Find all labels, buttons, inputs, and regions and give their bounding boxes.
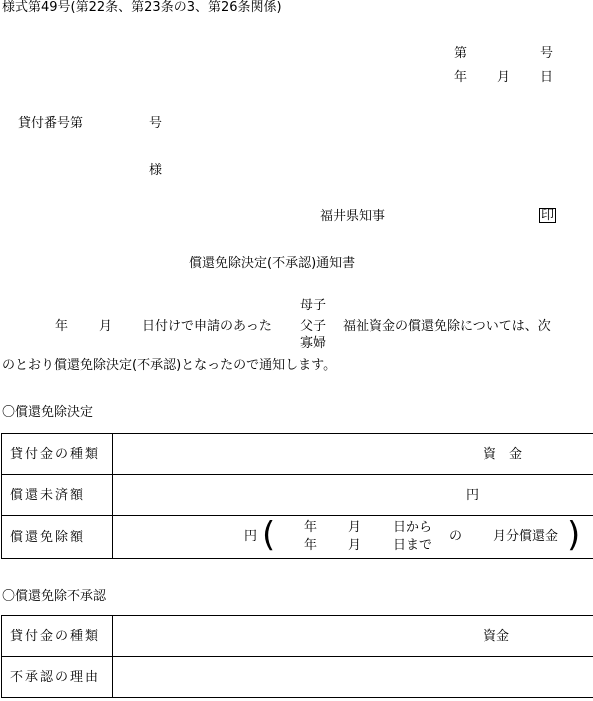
issuer-title: 福井県知事 xyxy=(320,209,386,224)
table-row xyxy=(2,475,593,516)
loan-number-suffix: 号 xyxy=(149,116,163,131)
open-paren-icon: ( xyxy=(262,515,276,555)
table-row xyxy=(2,434,593,475)
seal-text: 印 xyxy=(541,208,555,223)
table-row xyxy=(2,516,593,559)
exemption-decision-table xyxy=(1,433,593,559)
outstanding-value: 円 xyxy=(466,487,480,503)
addressee-sama: 様 xyxy=(149,163,163,178)
exempt-label: 償還免除額 xyxy=(2,516,113,559)
loan-type-value: 資 金 xyxy=(483,446,523,462)
period-start-year: 年 xyxy=(304,520,318,535)
loan-number-prefix: 貸付番号第 xyxy=(18,116,84,131)
period-end-day: 日まで xyxy=(393,538,433,553)
exemption-rejection-table xyxy=(1,615,593,698)
table-row xyxy=(2,616,593,657)
section1-heading: 〇償還免除決定 xyxy=(2,405,94,420)
date-day: 日 xyxy=(540,70,554,85)
body-dated-applied: 日付けで申請のあった xyxy=(142,319,272,334)
rejection-loan-type-label: 貸付金の種類 xyxy=(2,616,113,657)
seal-stamp xyxy=(539,208,556,223)
fund-type-boshi: 母子 xyxy=(300,298,327,313)
close-paren-icon: ) xyxy=(567,515,581,555)
body-year: 年 xyxy=(55,319,69,334)
rejection-loan-type-cell xyxy=(113,616,593,657)
loan-type-label: 貸付金の種類 xyxy=(2,434,113,475)
rejection-reason-value xyxy=(113,657,593,698)
number-go: 号 xyxy=(540,46,554,61)
rejection-reason-label: 不承認の理由 xyxy=(2,657,113,698)
outstanding-cell xyxy=(113,475,593,516)
period-end-month: 月 xyxy=(348,538,362,553)
doc-title: 償還免除決定(不承認)通知書 xyxy=(189,256,356,271)
exempt-yen: 円 xyxy=(244,529,258,544)
loan-type-cell xyxy=(113,434,593,475)
section2-heading: 〇償還免除不承認 xyxy=(2,589,107,604)
date-year: 年 xyxy=(454,70,468,85)
body-month: 月 xyxy=(99,319,113,334)
form-title: 様式第49号(第22条、第23条の3、第26条関係) xyxy=(2,0,282,15)
period-start-month: 月 xyxy=(348,520,362,535)
number-dai: 第 xyxy=(454,46,468,61)
rejection-loan-type-value: 資金 xyxy=(483,628,510,644)
exempt-of: の xyxy=(449,529,463,544)
exempt-cell xyxy=(113,516,593,559)
period-start-day: 日から xyxy=(393,520,433,535)
fund-type-kafu: 寡婦 xyxy=(300,336,327,351)
fund-type-fushi: 父子 xyxy=(300,319,327,334)
body-line2: のとおり償還免除決定(不承認)となったので通知します。 xyxy=(2,358,337,373)
date-month: 月 xyxy=(497,70,511,85)
period-end-year: 年 xyxy=(304,538,318,553)
outstanding-label: 償還未済額 xyxy=(2,475,113,516)
body-rest-line1: 福祉資金の償還免除については、次 xyxy=(343,319,551,334)
table-row xyxy=(2,657,593,698)
exempt-monthly: 月分償還金 xyxy=(493,529,559,544)
